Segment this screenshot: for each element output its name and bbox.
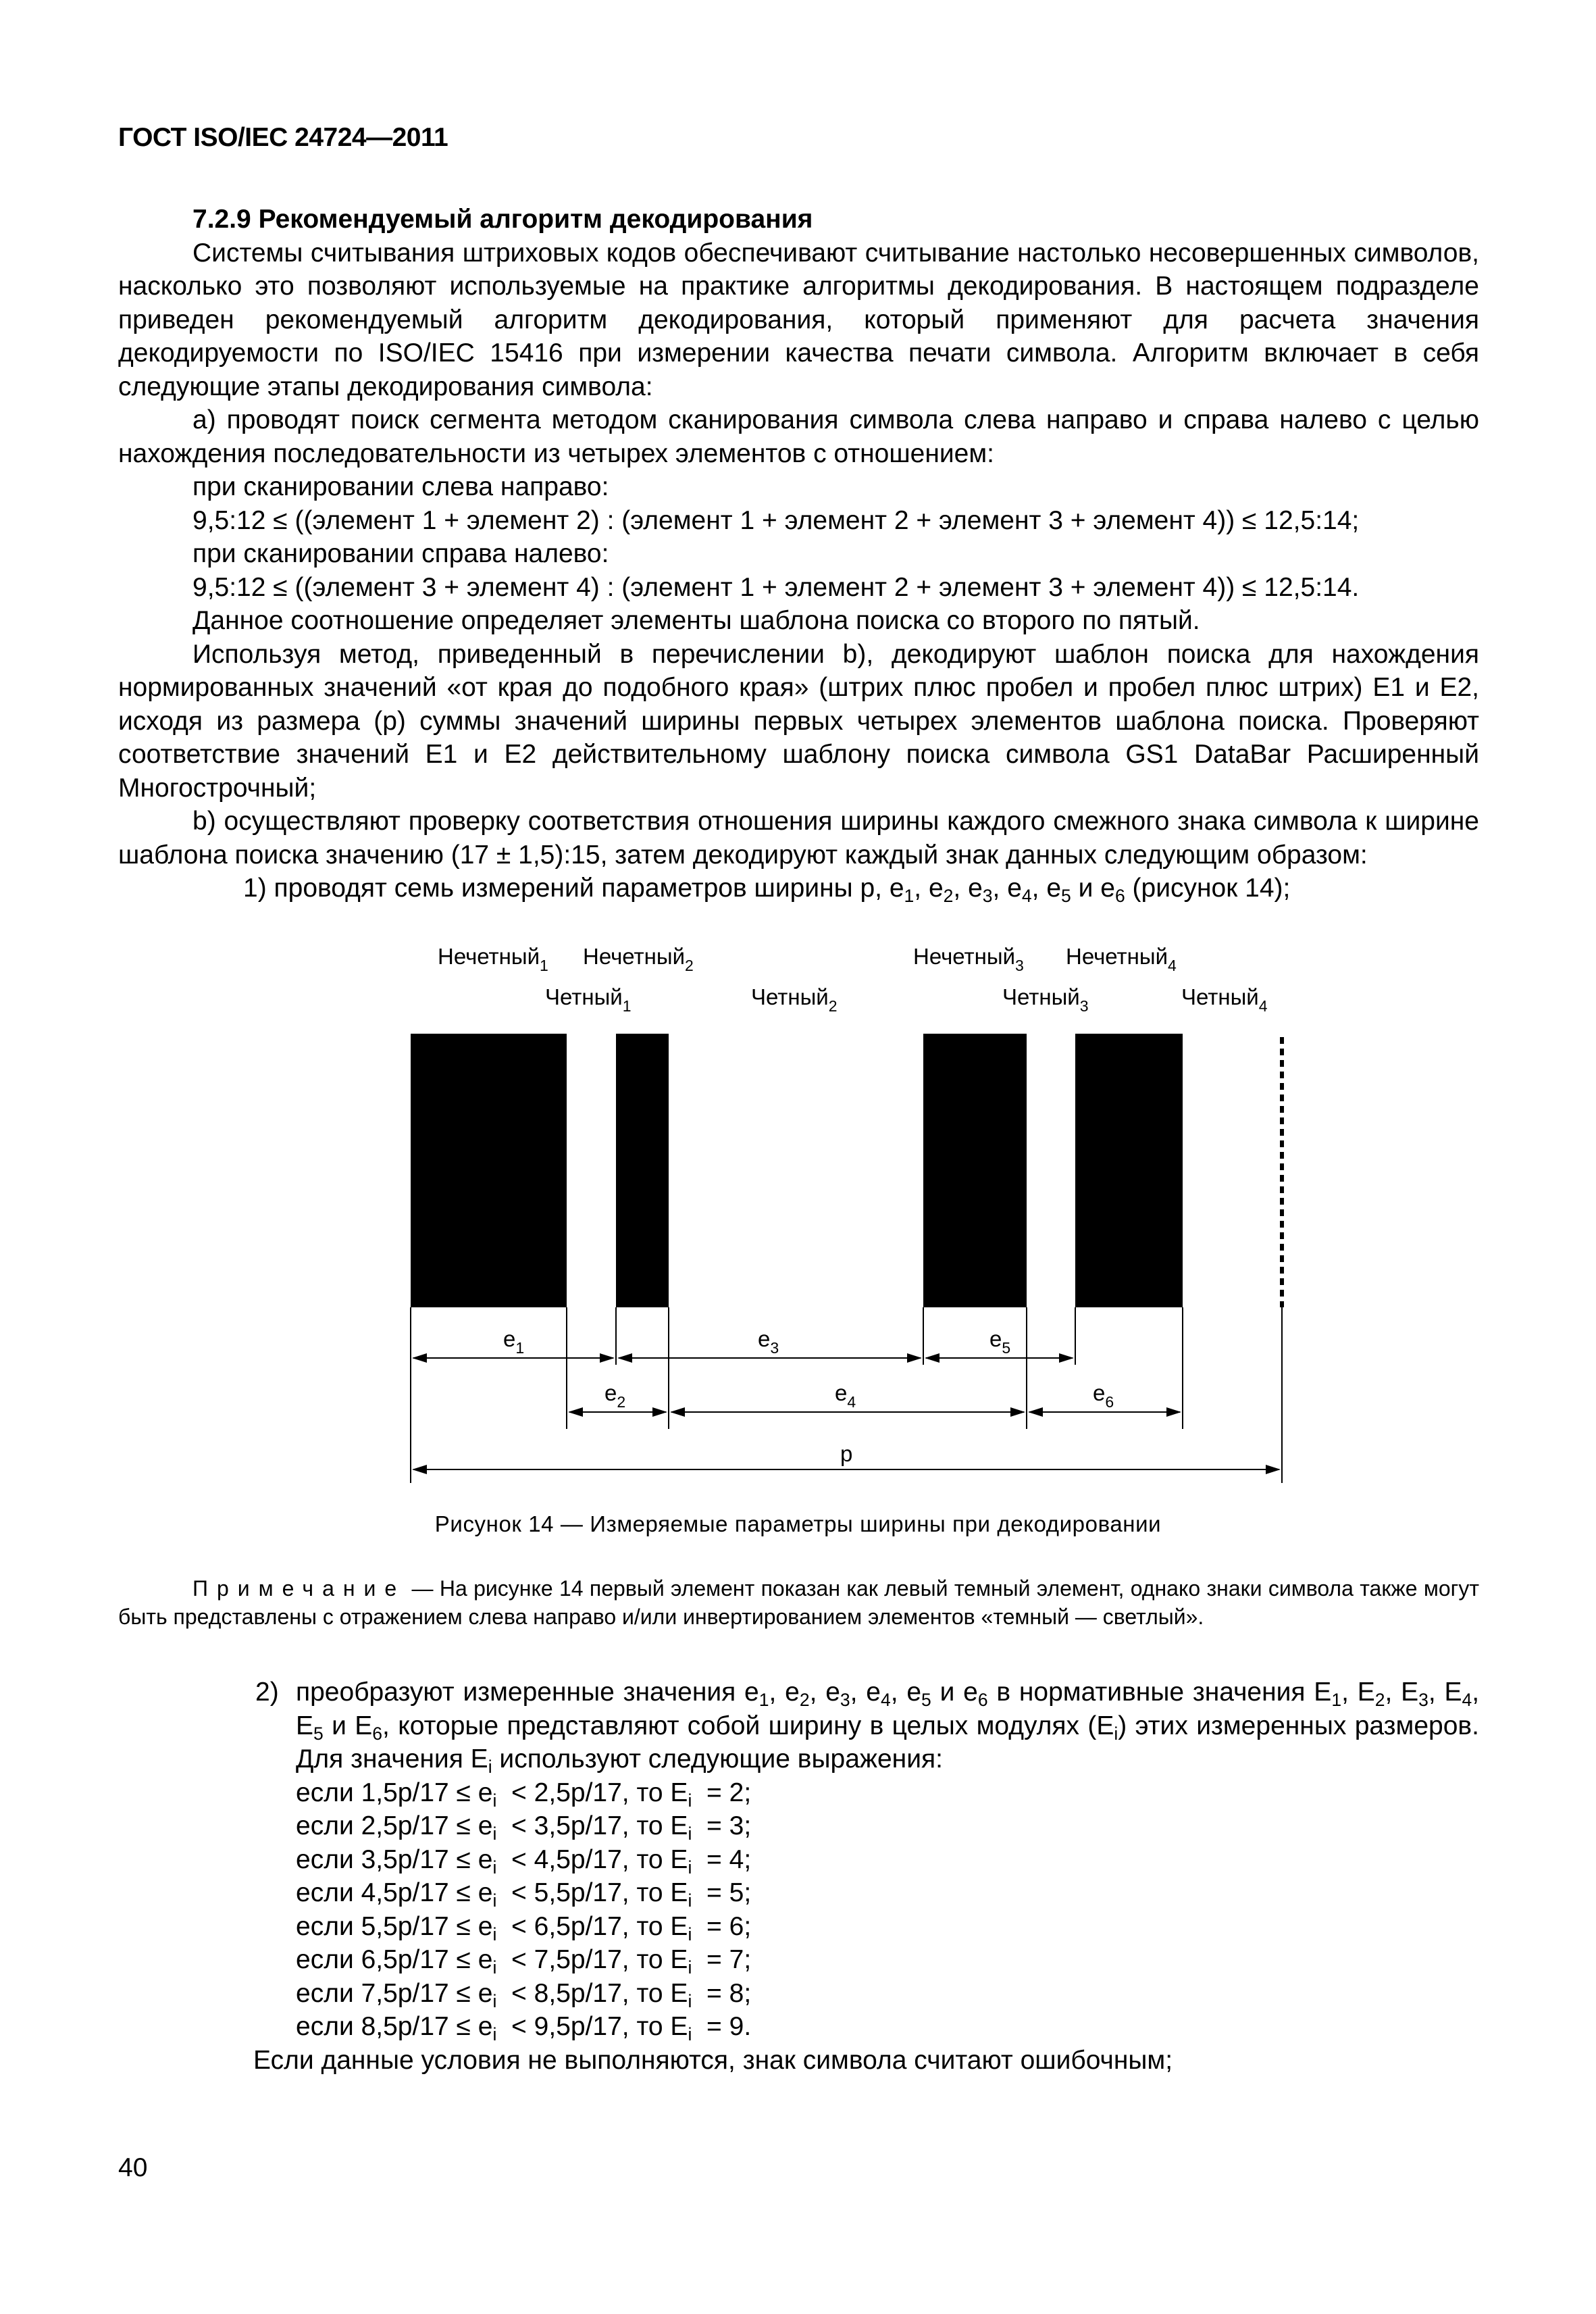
item-a-paragraph: a) проводят поиск сегмента методом сканирования символа слева направо и справа налево с целью нахождения последовательности из четырех элементов с отношением: (118, 405, 1479, 468)
label-odd-3: Нечетный$_3$ (913, 944, 1024, 974)
figure-caption: Рисунок 14 — Измеряемые параметры ширины при декодировании (434, 1511, 1162, 1536)
condition-line: если $3,5р/17 \le e_i < 4,5р/17$, то $E_i = 4$; (296, 1844, 752, 1878)
label-p: p (840, 1441, 853, 1466)
intro-paragraph: Системы считывания штриховых кодов обеспечивают считывание настолько несовершенных символов, насколько это позволяют используемые на практике алгоритмы декодирования. В настоящем подразделе приведен рекомендуемый алгоритм декодирования, который применяют для расчета значения декодируемости по ISO/IEC 15416 при измерении качества печати символа. Алгоритм включает в себя следующие этапы декодирования символа: (118, 238, 1479, 401)
ltr-formula: 9,5:12 ≤ ((элемент 1 + элемент 2) : (элемент 1 + элемент 2 + элемент 3 + элемент 4)) ≤ 12,5:14; (192, 505, 1360, 535)
condition-line: если $6,5р/17 \le e_i < 7,5р/17$, то $E_i = 7$; (296, 1945, 752, 1978)
label-e5: $e_5$ (989, 1326, 1011, 1357)
conditions-list (296, 1776, 1479, 2044)
final-sentence: Если данные условия не выполняются, знак символа считают ошибочным; (253, 2045, 1173, 2075)
label-e2: $e_2$ (604, 1380, 626, 1411)
step-1: 1) проводят семь измерений параметров ширины p, $e_1$, $e_2$, $e_3$, $e_4$, $e_5$ и $e_6$ (рисунок 14); (243, 874, 1291, 906)
label-odd-4: Нечетный$_4$ (1066, 944, 1177, 974)
step-2: 2) преобразуют измеренные значения $e_1$, $e_2$, $e_3$, $e_4$, $e_5$ и $e_6$ в нормативные значения $E_1$, $E_2$, $E_3$, $E_4$, $E_5$ и $E_6$, которые представляют собой ширину в целых модулях $(E_i)$ этих измеренных размеров. Для значения $E_i$ используют следующие выражения: если $1,5р/17 \le e_i < 2,5р/17$, то $E_i = 2$; если $2,5р/17 \le e_i < 3,5р/17$, то $E_i = 3$; если $3,5р/17 \le e_i < 4,5р/17$, то $E_i = 4$; если $4,5р/17 \le e_i < 5,5р/17$, то $E_i = 5$; если $5,5р/17 \le e_i < 6,5р/17$, то $E_i = 6$; если $6,5р/17 \le e_i < 7,5р/17$, то $E_i = 7$; если $7,5р/17 \le e_i < 8,5р/17$, то $E_i = 8$; если $8,5р/17 \le e_i < 9,5р/17$, то $E_i = 9$. (255, 1678, 1480, 2044)
body-text-bottom (118, 1676, 1479, 2077)
condition-line: если $7,5р/17 \le e_i < 8,5р/17$, то $E_i = 8$; (296, 1978, 752, 2011)
note-text: — На рисунке 14 первый элемент показан как левый темный элемент, однако знаки символа также могут быть представлены с отражением слева направо и/или инвертированием элементов «темный — светлый». (118, 1576, 1479, 1629)
ratio-note: Данное соотношение определяет элементы шаблона поиска со второго по пятый. (192, 606, 1200, 635)
label-even-2: Четный$_2$ (751, 984, 838, 1015)
body-text-top (118, 203, 1479, 905)
section-title: 7.2.9 Рекомендуемый алгоритм декодирования (192, 205, 813, 234)
label-even-3: Четный$_3$ (1002, 984, 1089, 1015)
bar-odd-3 (923, 1034, 1027, 1307)
item-b-paragraph: b) осуществляют проверку соответствия отношения ширины каждого смежного знака символа к ширине шаблона поиска значению (17 ± 1,5):15, затем декодируют каждый знак данных следующим образом: (118, 807, 1479, 870)
label-e4: $e_4$ (835, 1380, 856, 1411)
rtl-formula: 9,5:12 ≤ ((элемент 3 + элемент 4) : (элемент 1 + элемент 2 + элемент 3 + элемент 4)) ≤ 12,5:14. (192, 572, 1360, 602)
method-paragraph: Используя метод, приведенный в перечислении b), декодируют шаблон поиска для нахождения нормированных значений «от края до подобного края» (штрих плюс пробел и пробел плюс штрих) E1 и E2, исходя из размера (p) суммы значений ширины первых четырех элементов шаблона поиска. Проверяют соответствие значений E1 и E2 действительному шаблону поиска символа GS1 DataBar Расширенный Многострочный; (118, 639, 1479, 803)
bar-odd-1 (411, 1034, 567, 1307)
label-e3: $e_3$ (758, 1326, 779, 1357)
label-even-1: Четный$_1$ (545, 984, 632, 1015)
note-label: Примечание (192, 1576, 406, 1601)
label-even-4: Четный$_4$ (1181, 984, 1268, 1015)
condition-line: если $2,5р/17 \le e_i < 3,5р/17$, то $E_i = 3$; (296, 1811, 752, 1844)
label-odd-1: Нечетный$_1$ (438, 944, 548, 974)
label-e6: $e_6$ (1093, 1380, 1114, 1411)
condition-line: если $5,5р/17 \le e_i < 6,5р/17$, то $E_i = 6$; (296, 1911, 752, 1944)
condition-line: если $4,5р/17 \le e_i < 5,5р/17$, то $E_i = 5$; (296, 1878, 752, 1911)
page-number: 40 (118, 2153, 148, 2182)
figure-note (118, 1574, 1479, 1631)
bar-odd-2 (616, 1034, 669, 1307)
condition-line: если $8,5р/17 \le e_i < 9,5р/17$, то $E_i = 9$. (296, 2012, 752, 2044)
ltr-label: при сканировании слева направо: (192, 472, 609, 501)
rtl-label: при сканировании справа налево: (192, 539, 609, 568)
label-odd-2: Нечетный$_2$ (583, 944, 694, 974)
condition-line: если $1,5р/17 \le e_i < 2,5р/17$, то $E_i = 2$; (296, 1778, 752, 1811)
figure-14 (0, 919, 1596, 1493)
bar-odd-4 (1075, 1034, 1183, 1307)
label-e1: $e_1$ (503, 1326, 525, 1357)
standard-header: ГОСТ ISO/IEC 24724—2011 (118, 123, 448, 152)
